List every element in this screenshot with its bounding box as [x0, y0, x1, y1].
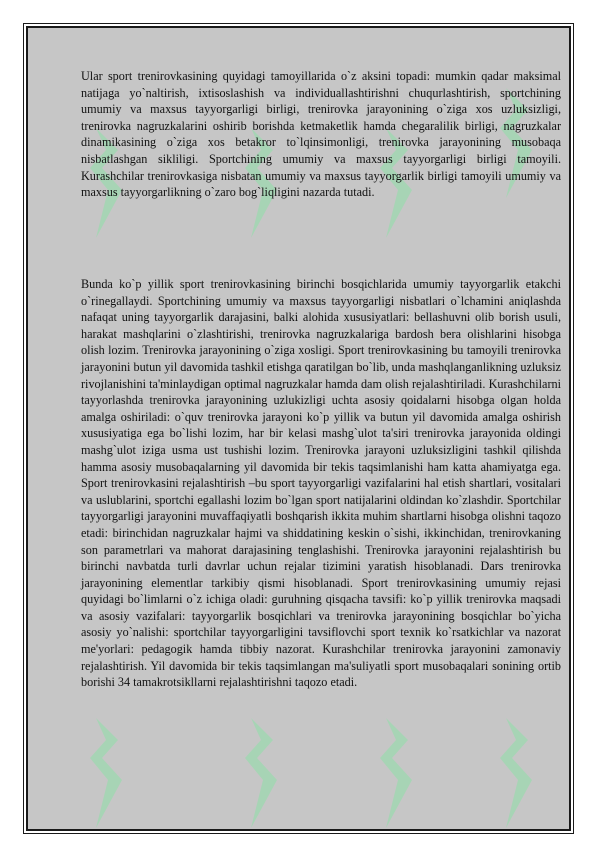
- watermark-icon: [378, 718, 418, 828]
- watermark-icon: [88, 718, 128, 828]
- paragraph-training-process: Bunda ko`p yillik sport trenirovkasining birinchi bosqichlarida umumiy tayyorgarlik etakchi o`rinegallaydi. Sportchining umumiy va maxsus tayyorgarligi nisbatlari o`lchamini aniqlashda nafaqat uning tayyorgarlik darajasini, balki alohida xususiyatlari: bellashuvni olib borish usuli, harakat mashqlarini o`zlashtirishi, trenirovka nagruzkalariga bardosh bera olishlarini hisobga olish lozim. Trenirovka jarayonining o`ziga xosligi. Sport trenirovkasining bu tamoyili trenirovka jarayonini butun yil davomida tashkil etishga qaratilgan bo`lib, unda mashqlanganlikning uzluksiz rivojlanishini ta'minlaydigan optimal nagruzkalar hamda dam olish rejalashtiriladi. Kurashchilarni tayyorlashda trenirovka jarayonining uzlukizligi uchta asosiy qoidalarni hisobga olgan holda amalga oshiriladi: o`quv trenirovka jarayoni ko`p yillik va butun yil davomida amalga oshirish xususiyatiga ega bo`lishi lozim, har bir kelasi mashg`ulot ta'siri trenirovka jarayonida oldingi mashg`ulot iziga usma ust tushishi lozim. Trenirovka jarayoni uzluksizligini tashkil qilishda hamma asosiy musobaqalarning yil davomida bir tekis taqsimlanishi ham katta ahamiyatga ega. Sport trenirovkasini rejalashtirish –bu sport tayyorgarligi vazifalarini hal etish shartlari, vositalari va uslublarini, sportchi egallashi lozim bo`lgan sport natijalarini oldindan ko`zlashdir. Sportchilar tayyorgarligi jarayonini muvaffaqiyatli boshqarish ikkita muhim shartlarni hisobga olishni taqozo etadi: birinchidan nagruzkalar hajmi va shiddatining keskin o`sishi, ikkinchidan, trenirovkaning son parametrlari va mahorat darajasining tenglashishi. Trenirovka jarayonini rejalashtirish bu birinchi navbatda turli davrlar uchun rejalar tizimini yaratish hisoblanadi. Dars trenirovka jarayonining elementlar tarkibiy qismi hisoblanadi. Sport trenirovkasining umumiy rejasi quyidagi bo`limlarni o`z ichiga oladi: guruhning qisqacha tavsifi: ko`p yillik trenirovka maqsadi va asosiy vazifalari: tayyorgarlik bosqichlari va trenirovka jarayonining bosqichlar bo`yicha asosiy yo`nalishi: sportchilar tayyorgarligini tavsiflovchi sport texnik ko`rsatkichlar va nazorat me'yorlari: pedagogik hamda tibbiy nazorat. Kurashchilar trenirovka jarayonini zamonaviy rejalashtirish. Yil davomida bir tekis taqsimlangan ma'suliyatli sport musobaqalari sonining ortib borishi 34 tamakrotsikllarni rejalashtirishni taqozo etadi.: [81, 277, 561, 690]
- watermark-icon: [243, 718, 283, 828]
- paragraph-principles: Ular sport trenirovkasining quyidagi tamoyillarida o`z aksini topadi: mumkin qadar maksimal natijaga yo`naltirish, ixtisoslashish va individuallashtirishni chuqurlashtirish, sportchining umumiy va maxsus tayyorgarligi birligi, trenirovka jarayonining o`ziga xos uzluksizligi, trenirovka nagruzkalarini oshirib borishda ketmaketlik hamda chegaralilik birligi, nagruzkalar dinamikasining o`ziga xos betakror to`lqinsimonligi, trenirovka jarayonining musobaqa nisbatlashgan sikliligi. Sportchining umumiy va maxsus tayyorgarligi birligi tamoyili. Kurashchilar trenirovkasiga nisbatan umumiy va maxsus tayyorgarlik birligi tamoyili umumiy va maxsus tayyorgarlikning o`zaro bog`liqligini nazarda tutadi.: [81, 69, 561, 200]
- document-page: [26, 26, 571, 831]
- watermark-icon: [498, 718, 538, 828]
